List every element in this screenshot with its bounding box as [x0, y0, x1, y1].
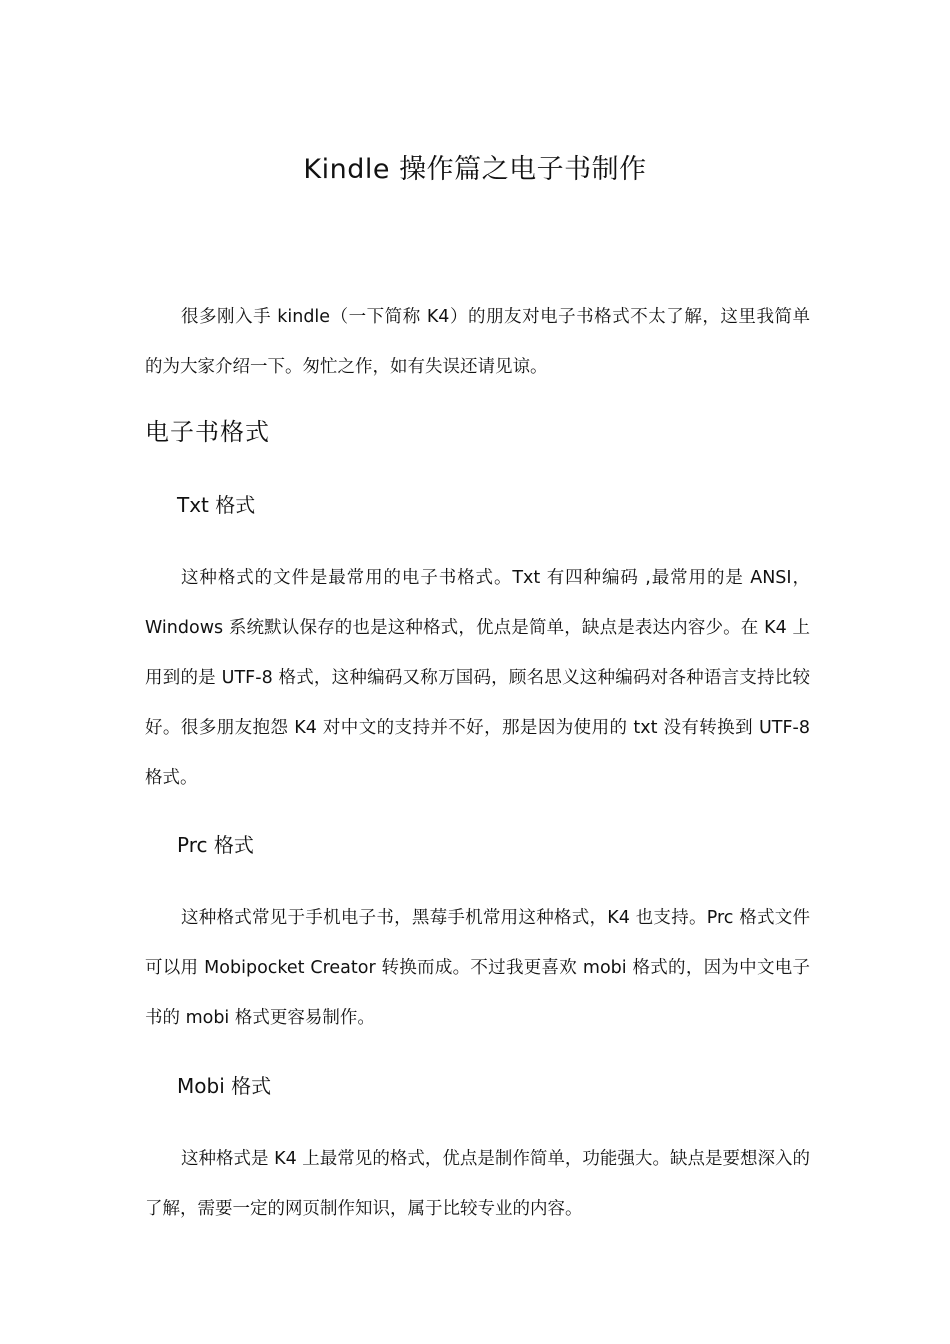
subheading-prc-format: Prc 格式	[177, 833, 254, 857]
txt-format-paragraph: 这种格式的文件是最常用的电子书格式。Txt 有四种编码 ,最常用的是 ANSI，Windows 系统默认保存的也是这种格式，优点是简单，缺点是表达内容少。在 K4 上用到的是 UTF-8 格式，这种编码又称万国码，顾名思义这种编码对各种语言支持比较好。很多朋友抱怨 K4 对中文的支持并不好，那是因为使用的 txt 没有转换到 UTF-8 格式。	[145, 568, 810, 788]
document-title: Kindle 操作篇之电子书制作	[303, 154, 647, 185]
subheading-mobi-format: Mobi 格式	[177, 1074, 272, 1098]
intro-paragraph: 很多刚入手 kindle（一下简称 K4）的朋友对电子书格式不太了解，这里我简单的为大家介绍一下。匆忙之作，如有失误还请见谅。	[145, 307, 810, 377]
subheading-txt-format: Txt 格式	[177, 493, 256, 517]
section-heading-ebook-formats: 电子书格式	[145, 418, 270, 446]
mobi-format-paragraph: 这种格式是 K4 上最常见的格式，优点是制作简单，功能强大。缺点是要想深入的了解，需要一定的网页制作知识，属于比较专业的内容。	[145, 1149, 810, 1219]
prc-format-paragraph: 这种格式常见于手机电子书，黑莓手机常用这种格式，K4 也支持。Prc 格式文件可以用 Mobipocket Creator 转换而成。不过我更喜欢 mobi 格式的，因为中文电子书的 mobi 格式更容易制作。	[145, 908, 810, 1028]
